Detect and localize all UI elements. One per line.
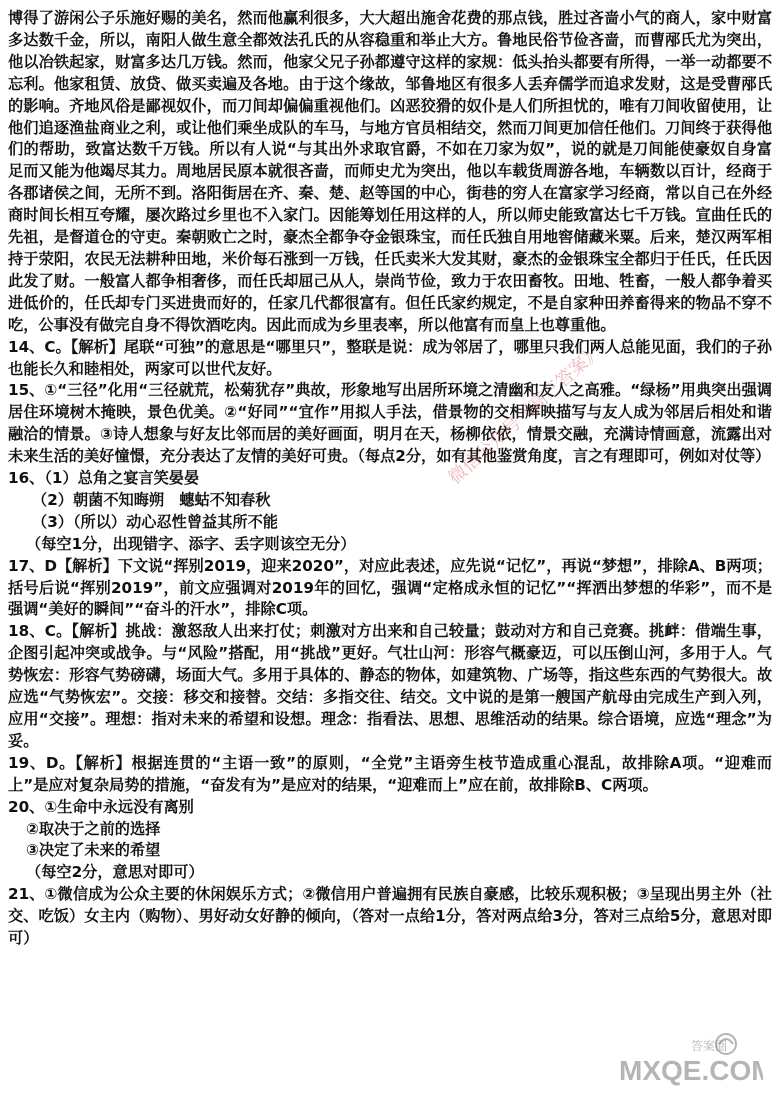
paragraph-q15: 15、①“三径”化用“三径就荒，松菊犹存”典故，形象地写出居所环境之清幽和友人之高雅。“绿杨”用典突出强调居住环境树木掩映，景色优美。②“好同”“宜作”用拟人手法，借景物的交相辉映描写与友人成为邻居后相处和谐融洽的情景。③诗人想象与好友比邻而居的美好画面，明月在天，杨柳依依，情景交融，充满诗情画意，流露出对未来生活的美好憧憬，充分表达了友情的美好可贵。（每点2分，如有其他鉴赏角度，言之有理即可，例如对仗等） [8,381,772,466]
paragraph-q20-item1: 20、①生命中永远没有离别 [8,797,194,816]
watermark-text: 微信公众号《高三答案》 [444,340,606,489]
corner-logo-text: MXQE.COM [619,1055,763,1086]
paragraph-q16-item3: （3）（所以）动心忍性曾益其所不能 [32,512,278,531]
paragraph-q16-scoring: （每空1分，出现错字、添字、丢字则该空无分） [26,534,356,553]
corner-logo-icon [613,1028,763,1088]
paragraph-q14: 14、C。【解析】尾联“可独”的意思是“哪里只”，整联是说：成为邻居了，哪里只我们两人总能见面，我们的子孙也能长久和睦相处，两家可以世代友好。 [8,337,772,378]
corner-logo-subtext: 答案圈 [691,1039,728,1053]
paragraph-q18: 18、C。【解析】挑战：激怒敌人出来打仗；刺激对方出来和自己较量；鼓动对方和自己竞赛。挑衅：借端生事，企图引起冲突或战争。与“风险”搭配，用“挑战”更好。气壮山河：形容气概豪迈，可以压倒山河，多用于人。气势恢宏：形容气势磅礴，场面大气。多用于具体的、静态的物体，如建筑物、广场等，指这些东西的气势很大。故应选“气势恢宏”。交接：移交和接替。交结：多指交往、结交。文中说的是第一艘国产航母由完成生产到入列，应用“交接”。理想：指对未来的希望和设想。理念：指看法、思想、思维活动的结果。综合语境，应选“理念”为妥。 [8,622,772,750]
paragraph-q20-item3: ③决定了未来的希望 [26,841,161,860]
paragraph-q20-item2: ②取决于之前的选择 [26,819,161,838]
paragraph-q16-title: 16、（1）总角之宴言笑晏晏 [8,469,200,488]
answer-key-content [8,8,772,950]
paragraph-q21: 21、①微信成为公众主要的休闲娱乐方式；②微信用户普遍拥有民族自豪感，比较乐观积极；③呈现出男主外（社交、吃饭）女主内（购物）、男好动女好静的倾向，（答对一点给1分，答对两点给3分，答对三点给5分，意思对即可） [8,885,772,948]
paragraph-q20-scoring: （每空2分，意思对即可） [26,863,204,882]
paragraph-q19: 19、D。【解析】根据连贯的“主语一致”的原则，“全党”主语旁生枝节造成重心混乱，故排除A项。“迎难而上”是应对复杂局势的措施，“奋发有为”是应对的结果，“迎难而上”应在前，故排除B、C两项。 [8,753,772,794]
paragraph-q17: 17、D【解析】下文说“挥别2019，迎来2020”，对应此表述，应先说“记忆”，再说“梦想”，排除A、B两项；括号后说“挥别2019”，前文应强调对2019年的回忆，强调“定格成永恒的记忆”“挥洒出梦想的华彩”，而不是强调“美好的瞬间”“奋斗的汗水”，排除C项。 [8,556,772,619]
paragraph-q16-item2: （2）朝菌不知晦朔 蟪蛄不知春秋 [32,490,271,509]
paragraph-translation: 博得了游闲公子乐施好赐的美名，然而他赢利很多，大大超出施舍花费的那点钱，胜过吝啬小气的商人，家中财富多达数千金，所以，南阳人做生意全都效法孔氏的从容稳重和举止大方。鲁地民俗节俭吝啬，而曹邴氏尤为突出，他以冶铁起家，财富多达几万钱。然而，他家父兄子孙都遵守这样的家规：低头抬头都要有所得，一举一动都要不忘利。他家租赁、放贷、做买卖遍及各地。由于这个缘故，邹鲁地区有很多人丢弃儒学而追求发财，这是受曹邴氏的影响。齐地风俗是鄙视奴仆，而刀间却偏偏重视他们。凶恶狡猾的奴仆是人们所担忧的，唯有刀间收留使用，让他们追逐渔盐商业之利，或让他们乘坐成队的车马，与地方官员相结交，然而刀间更加信任他们。刀间终于获得他们的帮助，致富达数千万钱。所以有人说“与其出外求取官爵，不如在刀家为奴”，说的就是刀间能使豪奴自身富足而又能为他竭尽其力。周地居民原本就很吝啬，而师史尤为突出，他以车载货周游各地，车辆数以百计，经商于各郡诸侯之间，无所不到。洛阳街居在齐、秦、楚、赵等国的中心，街巷的穷人在富家学习经商，常以自己在外经商时间长相互夸耀，屡次路过乡里也不入家门。因能筹划任用这样的人，所以师史能致富达七千万钱。宣曲任氏的先祖，是督道仓的守吏。秦朝败亡之时，豪杰全都争夺金银珠宝，而任氏独自用地窖储藏米粟。后来，楚汉两军相持于荥阳，农民无法耕种田地，米价每石涨到一万钱，任氏卖米大发其财，豪杰的金银珠宝全都归于任氏，任氏因此发了财。一般富人都争相奢侈，而任氏却屈己从人，崇尚节俭，致力于农田畜牧。田地、牲畜，一般人都争着买进低价的，任氏却专门买进贵而好的，任家几代都很富有。但任氏家约规定，不是自家种田养畜得来的物品不穿不吃，公事没有做完自身不得饮酒吃肉。因此而成为乡里表率，所以他富有而皇上也尊重他。 [8,9,772,334]
